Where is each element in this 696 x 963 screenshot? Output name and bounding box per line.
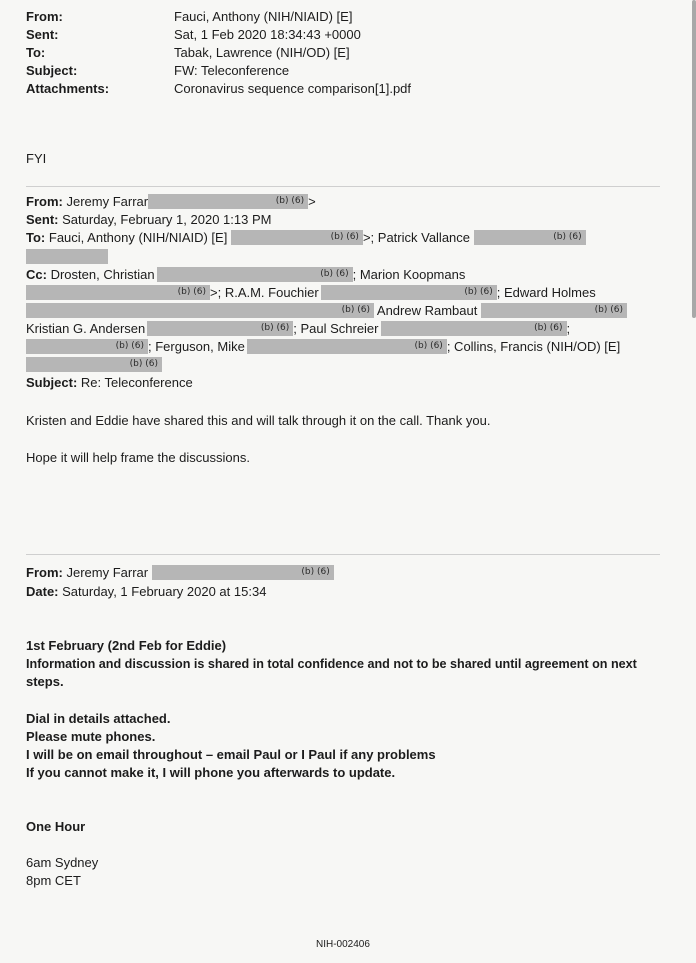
redaction: (b) (6) — [474, 230, 586, 245]
sent-value: Sat, 1 Feb 2020 18:34:43 +0000 — [174, 27, 361, 42]
redaction: (b) (6) — [247, 339, 447, 354]
original-date-line: Date: Saturday, 1 February 2020 at 15:34 — [26, 584, 267, 599]
fyi-text: FYI — [26, 151, 47, 166]
forward-cc-line-5: (b) (6) ; Ferguson, Mike (b) (6) ; Collins, Francis (NIH/OD) [E] — [26, 338, 620, 356]
redaction: (b) (6) — [481, 303, 627, 318]
divider — [26, 554, 660, 555]
forward-from-line: From: Jeremy Farrar (b) (6) > — [26, 194, 316, 209]
forward-subject-value: Re: Teleconference — [80, 375, 193, 390]
forward-sent-value: Saturday, February 1, 2020 1:13 PM — [62, 212, 272, 227]
attachments-label: Attachments: — [26, 81, 110, 96]
to-label: To: — [26, 45, 46, 60]
forward-cc-line-3: (b) (6) Andrew Rambaut (b) (6) — [26, 302, 627, 320]
forward-from-name: Jeremy Farrar — [66, 194, 149, 209]
body-line: One Hour — [26, 819, 86, 834]
body-line: If you cannot make it, I will phone you afterwards to update. — [26, 765, 396, 780]
body-line: 6am Sydney — [26, 855, 99, 870]
scrollbar[interactable] — [692, 0, 696, 318]
divider — [26, 186, 660, 187]
forward-subject-line: Subject: Re: Teleconference — [26, 375, 193, 390]
body-line: Information and discussion is shared in total confidence and not to be shared until agreement on next — [26, 657, 637, 671]
body-line: steps. — [26, 674, 64, 689]
document-id: NIH-002406 — [316, 939, 370, 950]
forward-cc-line-2: (b) (6) >; R.A.M. Fouchier (b) (6) ; Edward Holmes — [26, 284, 596, 302]
redaction: (b) (6) — [157, 267, 353, 282]
redaction: (b) (6) — [26, 303, 374, 318]
from-value: Fauci, Anthony (NIH/NIAID) [E] — [174, 9, 353, 24]
sent-label: Sent: — [26, 27, 59, 42]
forward-body-1: Kristen and Eddie have shared this and will talk through it on the call. Thank you. — [26, 413, 491, 428]
redaction: (b) (6) — [26, 356, 162, 374]
from-label: From: — [26, 9, 63, 24]
redaction: (b) (6) — [231, 230, 363, 245]
forward-sent-line: Sent: Saturday, February 1, 2020 1:13 PM — [26, 212, 272, 227]
redaction: (b) (6) — [321, 285, 497, 300]
body-line: 8pm CET — [26, 873, 81, 888]
original-from-line: From: Jeremy Farrar (b) (6) — [26, 564, 334, 582]
redaction: (b) (6) — [152, 565, 334, 580]
body-line: Please mute phones. — [26, 729, 156, 744]
forward-from-label: From: — [26, 194, 63, 209]
redaction — [26, 248, 108, 266]
original-from-name: Jeremy Farrar — [66, 565, 149, 580]
forward-to-line: To: Fauci, Anthony (NIH/NIAID) [E] (b) (6) >; Patrick Vallance (b) (6) — [26, 229, 586, 247]
forward-cc-line-4: Kristian G. Andersen (b) (6) ; Paul Schreier (b) (6) ; — [26, 321, 571, 336]
subject-value: FW: Teleconference — [174, 63, 290, 78]
redaction: (b) (6) — [26, 285, 210, 300]
subject-label: Subject: — [26, 63, 78, 78]
body-line: Dial in details attached. — [26, 711, 171, 726]
body-line: I will be on email throughout – email Paul or I Paul if any problems — [26, 747, 436, 762]
body-line: 1st February (2nd Feb for Eddie) — [26, 638, 227, 653]
to-value: Tabak, Lawrence (NIH/OD) [E] — [174, 45, 350, 60]
forward-body-2: Hope it will help frame the discussions. — [26, 450, 250, 465]
attachment-link[interactable]: Coronavirus sequence comparison[1].pdf — [174, 81, 412, 96]
redaction: (b) (6) — [147, 321, 293, 336]
forward-cc-line-1: Cc: Drosten, Christian (b) (6) ; Marion Koopmans — [26, 267, 466, 282]
redaction: (b) (6) — [381, 321, 567, 336]
original-date-value: Saturday, 1 February 2020 at 15:34 — [62, 584, 267, 599]
redaction: (b) (6) — [148, 194, 308, 209]
redaction: (b) (6) — [26, 339, 148, 354]
